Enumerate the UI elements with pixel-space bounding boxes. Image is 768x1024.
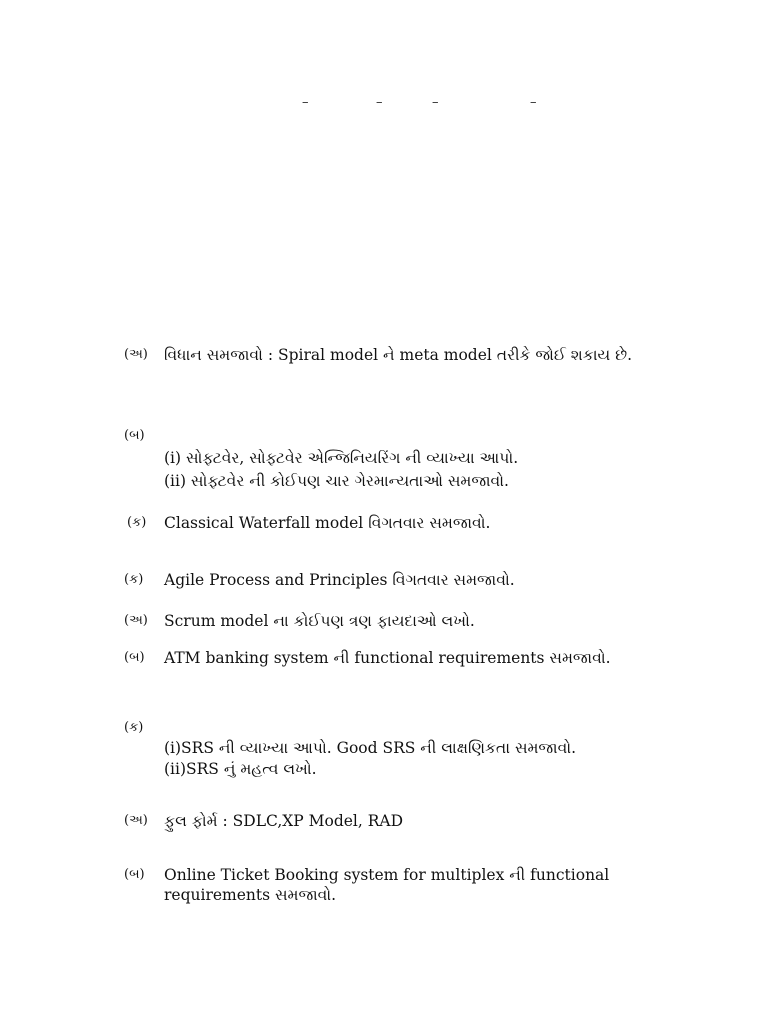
question-text: ATM banking system ની functional requirements સમજાવો.: [164, 649, 611, 667]
question-label: (બ): [124, 650, 145, 665]
header-dash: –: [302, 95, 309, 110]
question-label: (ક): [124, 720, 144, 735]
question-subline: (ii)SRS નું મહત્વ લખો.: [164, 760, 317, 778]
question-label: (ક): [124, 572, 144, 587]
header-dash: –: [530, 95, 537, 110]
question-text: Agile Process and Principles વિગતવાર સમજાવો.: [164, 571, 515, 589]
question-label: (ક): [127, 515, 147, 530]
question-label: (બ): [124, 428, 145, 443]
header-dash: –: [376, 95, 383, 110]
question-label: (અ): [124, 613, 148, 628]
question-label: (અ): [124, 813, 148, 828]
question-label: (અ): [124, 347, 148, 362]
question-text: ફુલ ફોર્મ : SDLC,XP Model, RAD: [164, 812, 404, 830]
question-subline: (i) સોફ્ટવેર, સોફ્ટવેર એન્જિનિયરિંગ ની વ્યાખ્યા આપો.: [164, 449, 519, 467]
question-subline: (i)SRS ની વ્યાખ્યા આપો. Good SRS ની લાક્ષણિકતા સમજાવો.: [164, 739, 577, 757]
question-text: વિધાન સમજાવો : Spiral model ને meta model તરીકે જોઈ શકાય છે.: [164, 346, 633, 364]
question-text: Scrum model ના કોઈપણ ત્રણ ફાયદાઓ લખો.: [164, 612, 475, 630]
question-text: Online Ticket Booking system for multiplex ની functional requirements સમજાવો.: [164, 866, 610, 904]
question-subline: (ii) સોફ્ટવેર ની કોઈપણ ચાર ગેરમાન્યતાઓ સમજાવો.: [164, 472, 509, 490]
question-label: (બ): [124, 867, 145, 882]
header-dash: –: [432, 95, 439, 110]
question-text: Classical Waterfall model વિગતવાર સમજાવો.: [164, 514, 491, 532]
